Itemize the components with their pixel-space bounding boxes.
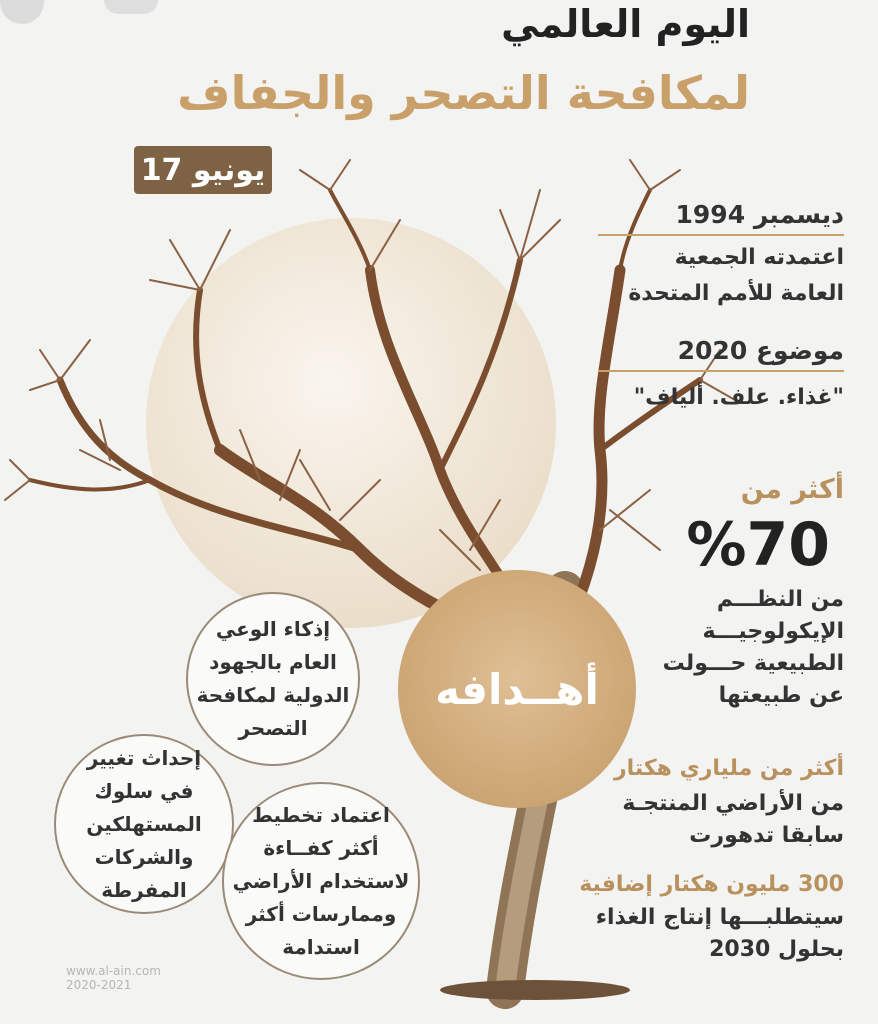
goals-label: أهــدافه xyxy=(435,664,599,714)
theme-text: "غذاء. علف. ألياف" xyxy=(633,385,844,410)
goal-text-line: الدولية لمكافحة xyxy=(196,683,350,707)
title-line-1: اليوم العالمي xyxy=(501,2,750,46)
goal-text-line: إذكاء الوعي xyxy=(215,617,331,641)
goals-circle xyxy=(398,570,636,808)
title-line-2: لمكافحة التصحر والجفاف xyxy=(177,66,750,120)
adoption-text-line-2: العامة للأمم المتحدة xyxy=(628,281,844,306)
goal-text-line: استدامة xyxy=(282,934,360,959)
divider xyxy=(598,370,844,372)
goal-text-line: لاستخدام الأراضي xyxy=(232,868,410,893)
adoption-heading: ديسمبر 1994 xyxy=(675,200,844,229)
stat-300-text-line-2: بحلول 2030 xyxy=(709,937,844,962)
stat70-text-line-4: عن طبيعتها xyxy=(718,683,844,708)
stat70-text-line-3: الطبيعية حـــولت xyxy=(662,651,844,676)
goal-text-line: المفرطة xyxy=(101,877,187,902)
watermark-years: 2020-2021 xyxy=(66,978,132,992)
goal-text-line: التصحر xyxy=(238,716,308,740)
goal-text-line: اعتماد تخطيط xyxy=(252,802,390,827)
stat70-value: %70 xyxy=(686,510,830,580)
goal-circle-land-planning xyxy=(222,782,420,980)
watermark-site: www.al-ain.com xyxy=(66,964,161,978)
goal-text-line: وممارسات أكثر xyxy=(245,901,397,926)
stat70-text-line-1: من النظـــم xyxy=(716,587,844,612)
corner-decoration xyxy=(0,0,44,24)
stat70-lead: أكثر من xyxy=(740,474,844,505)
goal-circle-behavior-change xyxy=(54,734,234,914)
stat-300-heading: 300 مليون هكتار إضافية xyxy=(579,872,844,897)
date-badge: 17 يونيو xyxy=(134,146,272,194)
goal-circle-awareness xyxy=(186,592,360,766)
corner-decoration xyxy=(104,0,158,14)
theme-heading: موضوع 2020 xyxy=(677,336,844,365)
goal-text-line: في سلوك xyxy=(94,778,194,803)
stat70-text-line-2: الإيكولوجيـــة xyxy=(702,619,844,644)
goal-text-line: والشركات xyxy=(94,844,194,869)
stat-billion-text-line-2: سابقا تدهورت xyxy=(689,823,844,848)
stat-300-text-line-1: سيتطلبـــها إنتاج الغذاء xyxy=(595,905,844,930)
divider xyxy=(598,234,844,236)
stat-billion-text-line-1: من الأراضي المنتجـة xyxy=(622,791,844,816)
adoption-text-line-1: اعتمدته الجمعية xyxy=(674,245,844,270)
stat-billion-heading: أكثر من ملياري هكتار xyxy=(613,756,844,781)
goal-text-line: العام بالجهود xyxy=(209,650,337,674)
goal-text-line: المستهلكين xyxy=(86,811,202,836)
goal-text-line: إحداث تغيير xyxy=(86,745,202,770)
watermark xyxy=(66,964,161,992)
goal-text-line: أكثر كفــاءة xyxy=(263,835,379,860)
